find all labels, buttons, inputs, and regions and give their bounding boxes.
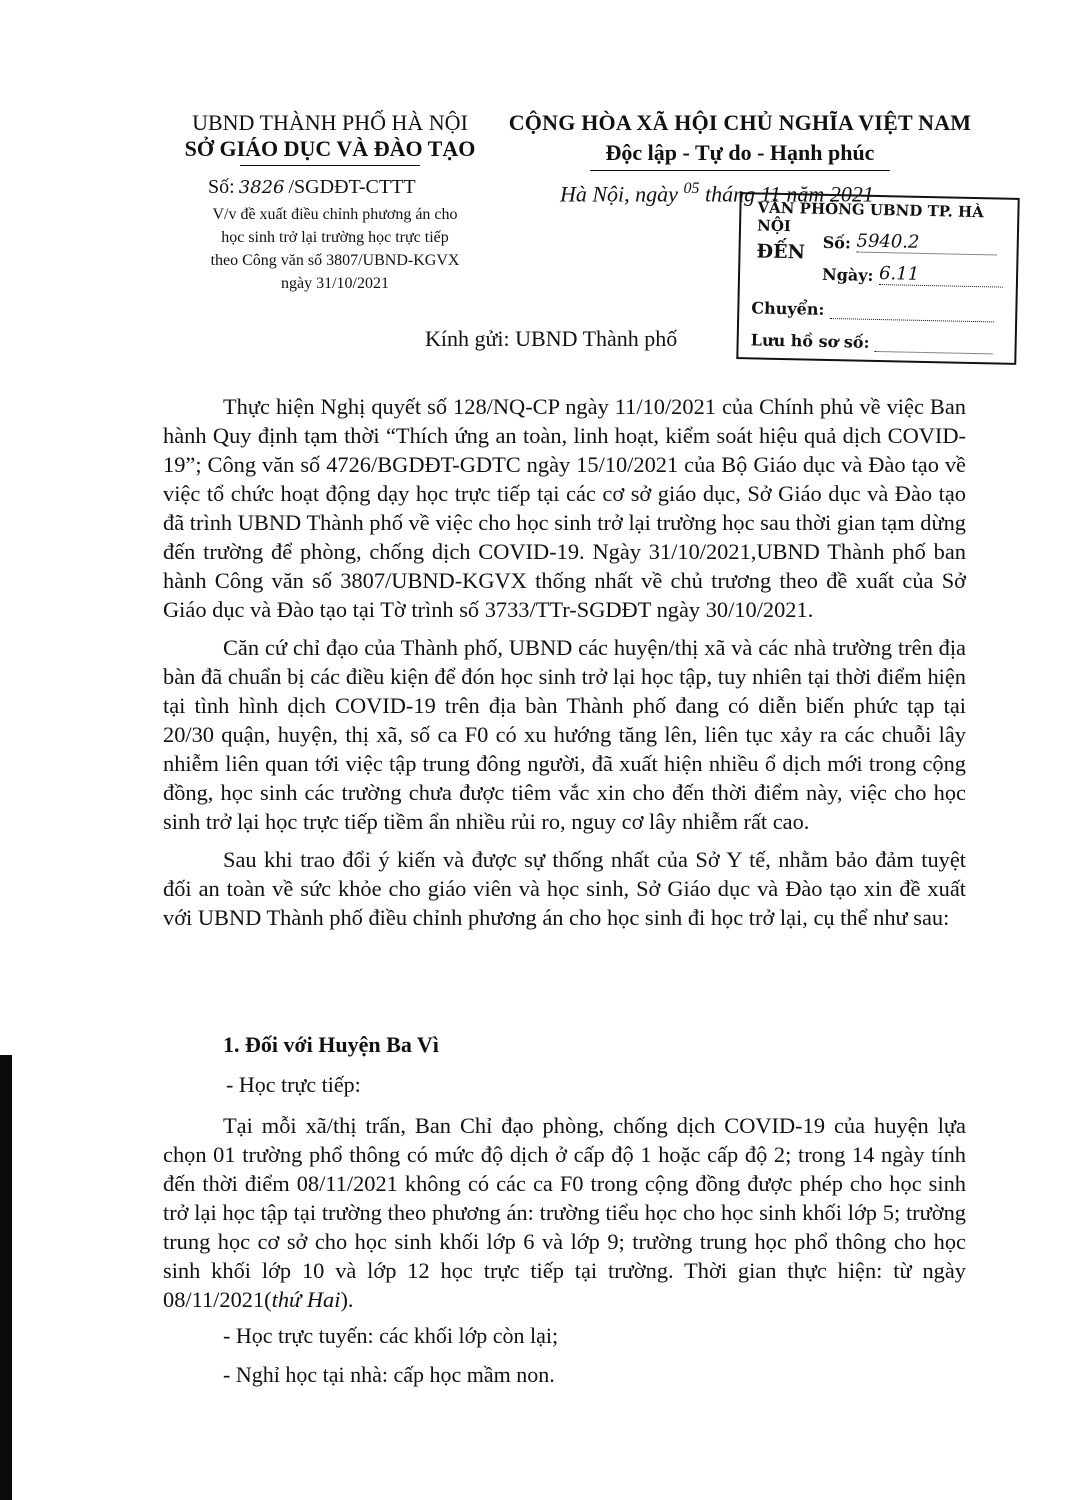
list-item-direct: - Học trực tiếp: [226,1072,361,1097]
scan-edge-bar [0,1055,12,1500]
list-item-home: - Nghỉ học tại nhà: cấp học mầm non. [223,1362,555,1387]
body-paragraph: Căn cứ chỉ đạo của Thành phố, UBND các huyện/thị xã và các nhà trường trên địa bàn đã chuẩn bị các điều kiện để đón học sinh trở lại học tập, tuy nhiên tại thời điểm hiện tại tình hình dịch COVID-19 trên địa bàn Thành phố đang có diễn biến phức tạp tại 20/30 quận, huyện, thị xã, số ca F0 có xu hướng tăng lên, liên tục xảy ra các chuỗi lây nhiễm liên quan tới việc tập trung đông người, đã xuất hiện nhiều ổ dịch mới trong cộng đồng, học sinh các trường chưa được tiêm vắc xin cho đến thời điểm này, việc cho học sinh trở lại học trực tiếp tiềm ẩn nhiều rủi ro, nguy cơ lây nhiễm rất cao. [163,635,966,834]
subject-block [170,203,500,295]
recipient-line: Kính gửi: UBND Thành phố [425,326,678,351]
document-number [208,176,416,199]
subject-line: theo Công văn số 3807/UBND-KGVX [210,252,460,269]
direct-learning-weekday: thứ Hai [271,1287,341,1312]
stamp-ngay-label: Ngày: [821,264,874,285]
stamp-title: VĂN PHÒNG UBND TP. HÀ NỘI [756,198,984,236]
date-prefix: Hà Nội, ngày [560,181,678,207]
list-item-online: - Học trực tuyến: các khối lớp còn lại; [223,1323,559,1348]
subject-line: ngày 31/10/2021 [281,275,389,292]
stamp-so-value: 5940.2 [856,230,920,253]
received-stamp [736,192,1019,365]
section-heading: 1. Đối với Huyện Ba Vì [223,1032,439,1057]
issuer-underline [240,165,420,166]
stamp-ngay-row [822,262,1003,288]
document-number-label: Số: [208,176,235,198]
stamp-ngay-value: 6.11 [878,263,920,285]
stamp-chuyen-row [751,298,994,322]
document-number-handwritten: 3826 [238,177,285,198]
stamp-so-label: Số: [822,232,852,253]
direct-learning-block [163,1111,966,1323]
direct-learning-paragraph [163,1111,966,1314]
direct-learning-text: Tại mỗi xã/thị trấn, Ban Chỉ đạo phòng, chống dịch COVID-19 của huyện lựa chọn 01 trường phổ thông có mức độ dịch ở cấp độ 1 hoặc cấp độ 2; trong 14 ngày tính đến thời điểm 08/11/2021 không có các ca F0 trong cộng đồng được phép cho học sinh trở lại học tập tại trường theo phương án: trường tiểu học cho học sinh khối lớp 5; trường trung học cơ sở cho học sinh khối lớp 6 và lớp 9; trường trung học phổ thông cho học sinh khối lớp 10 và lớp 12 học trực tiếp tại trường. Thời gian thực hiện: từ ngày 08/11/2021( [163,1113,966,1312]
subject-line: V/v đề xuất điều chỉnh phương án cho [212,206,458,223]
direct-learning-end: ). [340,1287,354,1312]
body-paragraph: Thực hiện Nghị quyết số 128/NQ-CP ngày 11/10/2021 của Chính phủ về việc Ban hành Quy định tạm thời “Thích ứng an toàn, linh hoạt, kiểm soát hiệu quả dịch COVID-19”; Công văn số 4726/BGDĐT-GDTC ngày 15/10/2021 của Bộ Giáo dục và Đào tạo về việc tổ chức hoạt động dạy học trực tiếp tại các cơ sở giáo dục, Sở Giáo dục và Đào tạo đã trình UBND Thành phố về việc cho học sinh trở lại trường học sau thời gian tạm dừng đến trường để phòng, chống dịch COVID-19. Ngày 31/10/2021,UBND Thành phố ban hành Công văn số 3807/UBND-KGVX thống nhất về chủ trương theo đề xuất của Sở Giáo dục và Đào tạo tại Tờ trình số 3733/TTr-SGDĐT ngày 30/10/2021. [163,394,966,622]
document-number-suffix: /SGDĐT-CTTT [288,176,416,198]
issuer-line2: SỞ GIÁO DỤC VÀ ĐÀO TẠO [184,136,476,161]
date-day-handwritten: 05 [683,180,700,197]
motto-underline [590,170,890,171]
body-paragraphs [163,392,966,941]
stamp-luu-row [750,330,993,354]
date-month-year: tháng 11 năm 2021 [704,181,874,207]
stamp-chuyen-label: Chuyển: [751,298,825,319]
stamp-luu-label: Lưu hồ sơ số: [750,330,870,352]
national-motto: Độc lập - Tự do - Hạnh phúc [605,140,875,165]
issuer-line1: UBND THÀNH PHỐ HÀ NỘI [192,110,468,135]
body-paragraph: Sau khi trao đổi ý kiến và được sự thống nhất của Sở Y tế, nhằm bảo đảm tuyệt đối an toàn về sức khỏe cho giáo viên và học sinh, Sở Giáo dục và Đào tạo xin đề xuất với UBND Thành phố điều chỉnh phương án cho học sinh đi học trở lại, cụ thể như sau: [163,847,966,930]
stamp-so-row [823,230,997,256]
subject-line: học sinh trở lại trường học trực tiếp [221,229,449,246]
national-title: CỘNG HÒA XÃ HỘI CHỦ NGHĨA VIỆT NAM [508,110,972,135]
stamp-den: ĐẾN [756,240,806,264]
